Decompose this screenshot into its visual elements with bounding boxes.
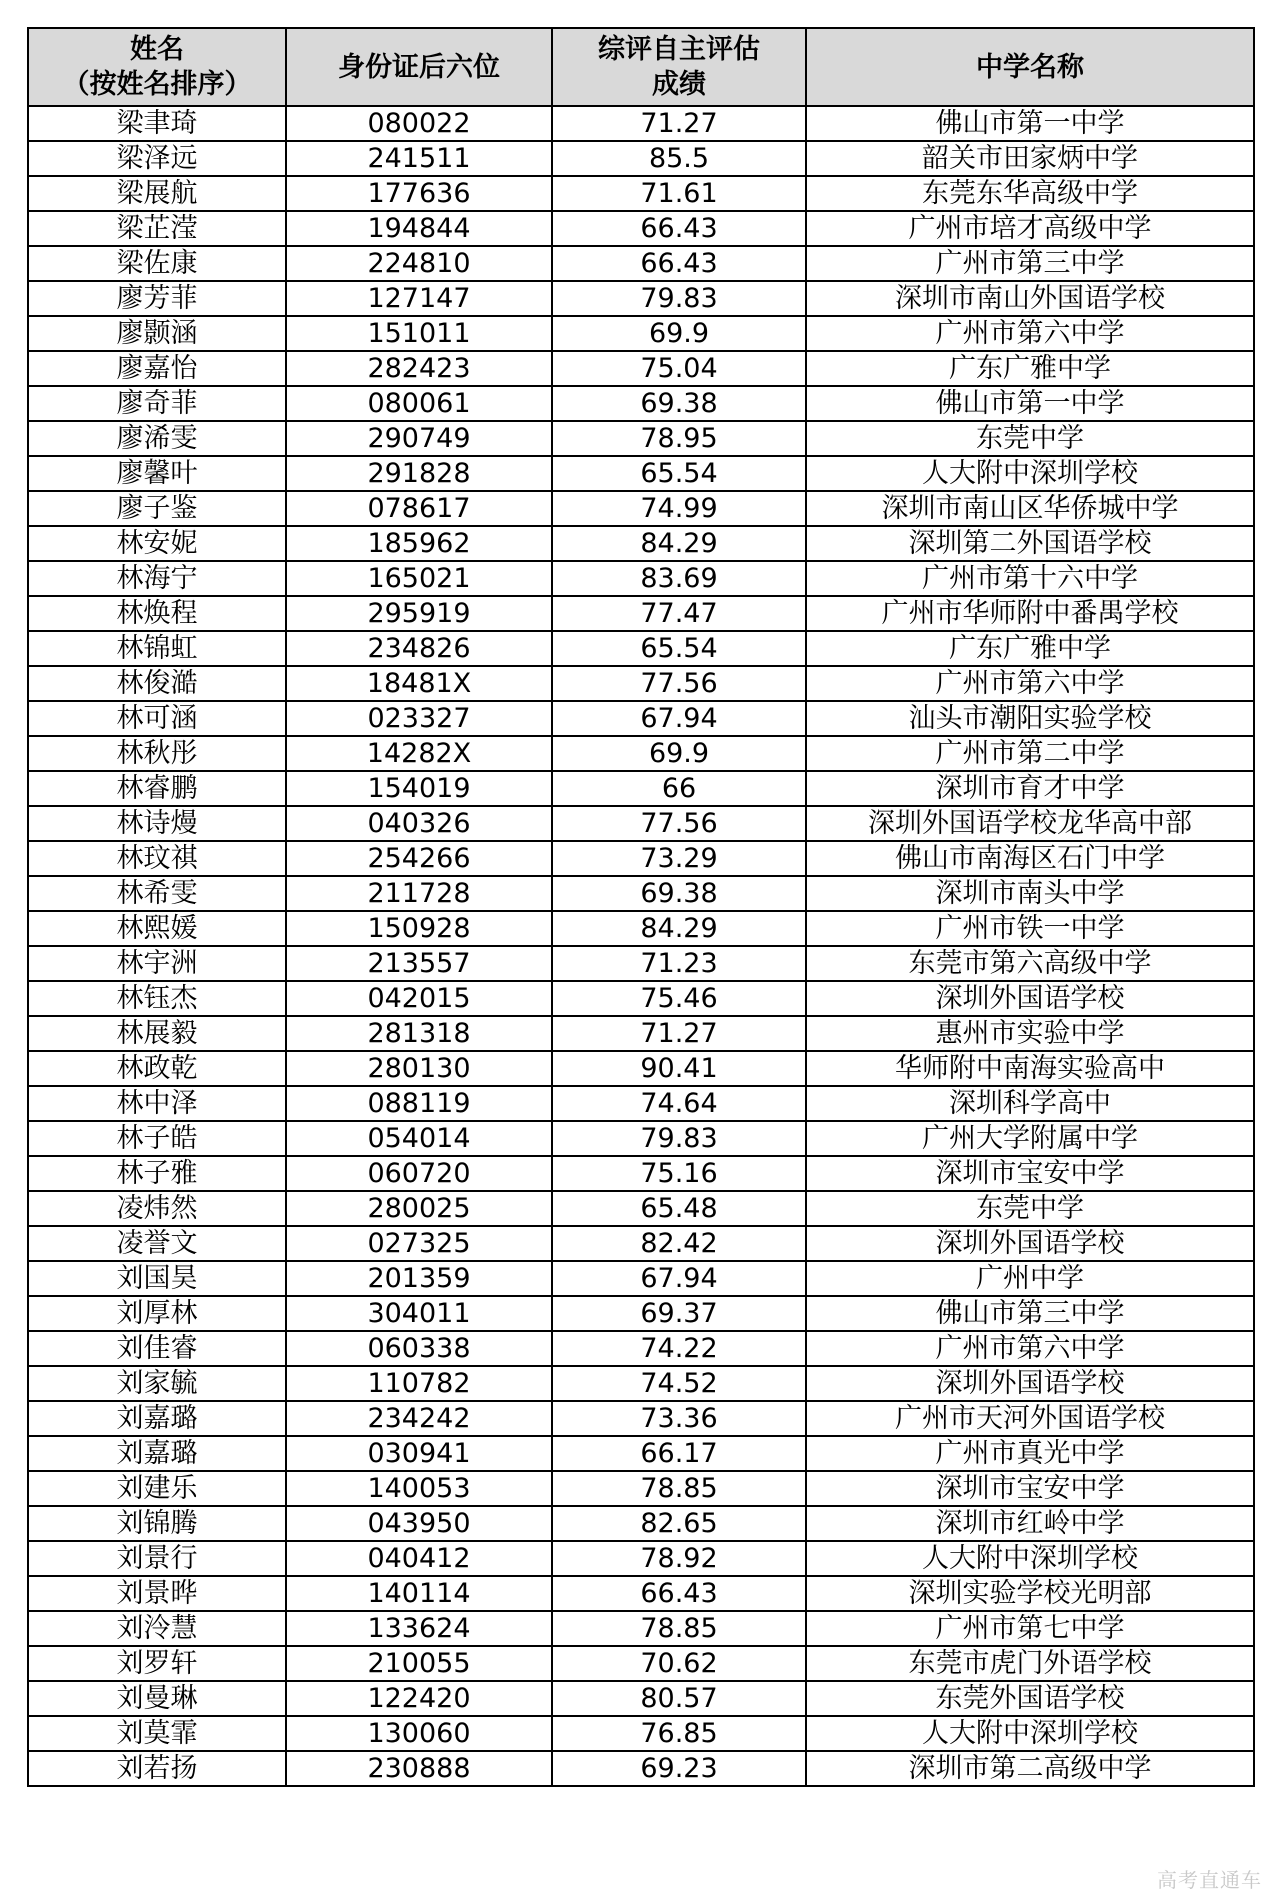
table-row — [28, 351, 1254, 386]
cell-score: 78.92 — [552, 1541, 806, 1576]
table-row — [28, 456, 1254, 491]
cell-name: 林可涵 — [28, 701, 286, 736]
cell-score: 77.56 — [552, 806, 806, 841]
cell-score: 75.46 — [552, 981, 806, 1016]
cell-name: 林政乾 — [28, 1051, 286, 1086]
cell-name: 凌誉文 — [28, 1226, 286, 1261]
cell-id-suffix: 042015 — [286, 981, 552, 1016]
cell-score: 66 — [552, 771, 806, 806]
cell-score: 71.23 — [552, 946, 806, 981]
cell-school: 佛山市南海区石门中学 — [806, 841, 1254, 876]
cell-name: 刘厚林 — [28, 1296, 286, 1331]
cell-score: 71.27 — [552, 1016, 806, 1051]
table-row — [28, 561, 1254, 596]
cell-score: 65.54 — [552, 631, 806, 666]
cell-id-suffix: 290749 — [286, 421, 552, 456]
table-row — [28, 106, 1254, 141]
cell-id-suffix: 14282X — [286, 736, 552, 771]
cell-school: 佛山市第三中学 — [806, 1296, 1254, 1331]
cell-name: 刘嘉璐 — [28, 1401, 286, 1436]
cell-school: 深圳市育才中学 — [806, 771, 1254, 806]
cell-score: 69.9 — [552, 316, 806, 351]
cell-school: 广州大学附属中学 — [806, 1121, 1254, 1156]
header-school-label: 中学名称 — [976, 51, 1084, 83]
table-header — [28, 28, 1254, 106]
cell-id-suffix: 177636 — [286, 176, 552, 211]
cell-school: 深圳外国语学校龙华高中部 — [806, 806, 1254, 841]
cell-name: 林海宁 — [28, 561, 286, 596]
cell-score: 70.62 — [552, 1646, 806, 1681]
cell-score: 67.94 — [552, 701, 806, 736]
cell-score: 73.29 — [552, 841, 806, 876]
table-row — [28, 1016, 1254, 1051]
cell-id-suffix: 040412 — [286, 1541, 552, 1576]
cell-school: 东莞外国语学校 — [806, 1681, 1254, 1716]
cell-id-suffix: 280130 — [286, 1051, 552, 1086]
cell-name: 刘佳睿 — [28, 1331, 286, 1366]
cell-school: 深圳市南山区华侨城中学 — [806, 491, 1254, 526]
cell-id-suffix: 201359 — [286, 1261, 552, 1296]
cell-school: 深圳外国语学校 — [806, 1226, 1254, 1261]
cell-name: 梁泽远 — [28, 141, 286, 176]
cell-school: 东莞市虎门外语学校 — [806, 1646, 1254, 1681]
cell-school: 广州市天河外国语学校 — [806, 1401, 1254, 1436]
cell-name: 刘国昊 — [28, 1261, 286, 1296]
cell-score: 74.52 — [552, 1366, 806, 1401]
cell-score: 75.04 — [552, 351, 806, 386]
cell-id-suffix: 110782 — [286, 1366, 552, 1401]
header-name — [28, 28, 286, 106]
table-row — [28, 1296, 1254, 1331]
cell-id-suffix: 254266 — [286, 841, 552, 876]
table-row — [28, 176, 1254, 211]
cell-name: 刘家毓 — [28, 1366, 286, 1401]
cell-id-suffix: 060338 — [286, 1331, 552, 1366]
cell-score: 85.5 — [552, 141, 806, 176]
cell-school: 广州市培才高级中学 — [806, 211, 1254, 246]
table-row — [28, 771, 1254, 806]
cell-school: 人大附中深圳学校 — [806, 1541, 1254, 1576]
table-row — [28, 316, 1254, 351]
cell-school: 广州市铁一中学 — [806, 911, 1254, 946]
cell-name: 刘建乐 — [28, 1471, 286, 1506]
header-score-line2: 成绩 — [652, 69, 706, 100]
cell-school: 深圳市红岭中学 — [806, 1506, 1254, 1541]
cell-school: 广州市第十六中学 — [806, 561, 1254, 596]
cell-name: 林焕程 — [28, 596, 286, 631]
cell-id-suffix: 043950 — [286, 1506, 552, 1541]
table-row — [28, 1261, 1254, 1296]
cell-name: 林子雅 — [28, 1156, 286, 1191]
cell-score: 71.27 — [552, 106, 806, 141]
cell-school: 东莞东华高级中学 — [806, 176, 1254, 211]
cell-id-suffix: 224810 — [286, 246, 552, 281]
cell-school: 深圳市宝安中学 — [806, 1471, 1254, 1506]
cell-score: 79.83 — [552, 281, 806, 316]
cell-id-suffix: 088119 — [286, 1086, 552, 1121]
table-row — [28, 211, 1254, 246]
cell-score: 78.85 — [552, 1611, 806, 1646]
header-name-line2: （按姓名排序） — [62, 69, 252, 100]
header-name-line1: 姓名 — [130, 34, 184, 65]
cell-id-suffix: 234826 — [286, 631, 552, 666]
cell-name: 梁展航 — [28, 176, 286, 211]
cell-score: 66.43 — [552, 1576, 806, 1611]
table-row — [28, 526, 1254, 561]
cell-id-suffix: 122420 — [286, 1681, 552, 1716]
table-row — [28, 1751, 1254, 1786]
cell-school: 深圳外国语学校 — [806, 981, 1254, 1016]
table-row — [28, 1121, 1254, 1156]
cell-name: 林中泽 — [28, 1086, 286, 1121]
table-row — [28, 806, 1254, 841]
cell-school: 深圳第二外国语学校 — [806, 526, 1254, 561]
cell-school: 东莞中学 — [806, 1191, 1254, 1226]
cell-id-suffix: 027325 — [286, 1226, 552, 1261]
cell-score: 69.37 — [552, 1296, 806, 1331]
table-row — [28, 281, 1254, 316]
cell-name: 林锦虹 — [28, 631, 286, 666]
cell-score: 69.38 — [552, 876, 806, 911]
table-row — [28, 1331, 1254, 1366]
cell-name: 刘景行 — [28, 1541, 286, 1576]
table-row — [28, 911, 1254, 946]
cell-name: 林睿鹏 — [28, 771, 286, 806]
table-row — [28, 1646, 1254, 1681]
table-row — [28, 1226, 1254, 1261]
cell-id-suffix: 127147 — [286, 281, 552, 316]
cell-id-suffix: 234242 — [286, 1401, 552, 1436]
cell-school: 深圳市宝安中学 — [806, 1156, 1254, 1191]
cell-name: 林秋彤 — [28, 736, 286, 771]
cell-id-suffix: 211728 — [286, 876, 552, 911]
cell-school: 深圳外国语学校 — [806, 1366, 1254, 1401]
cell-school: 广东广雅中学 — [806, 631, 1254, 666]
cell-id-suffix: 023327 — [286, 701, 552, 736]
cell-school: 广东广雅中学 — [806, 351, 1254, 386]
cell-score: 74.22 — [552, 1331, 806, 1366]
table-row — [28, 946, 1254, 981]
table-row — [28, 1576, 1254, 1611]
cell-id-suffix: 080022 — [286, 106, 552, 141]
cell-id-suffix: 304011 — [286, 1296, 552, 1331]
table-row — [28, 1366, 1254, 1401]
cell-school: 韶关市田家炳中学 — [806, 141, 1254, 176]
cell-score: 69.38 — [552, 386, 806, 421]
cell-name: 刘景晔 — [28, 1576, 286, 1611]
cell-score: 66.43 — [552, 246, 806, 281]
cell-score: 80.57 — [552, 1681, 806, 1716]
table-row — [28, 1506, 1254, 1541]
cell-score: 83.69 — [552, 561, 806, 596]
table-row — [28, 421, 1254, 456]
cell-name: 林熙媛 — [28, 911, 286, 946]
header-score-line1: 综评自主评估 — [598, 34, 760, 65]
cell-school: 惠州市实验中学 — [806, 1016, 1254, 1051]
cell-id-suffix: 060720 — [286, 1156, 552, 1191]
cell-school: 深圳市南头中学 — [806, 876, 1254, 911]
score-table-sheet — [27, 27, 1253, 1787]
cell-name: 廖子鉴 — [28, 491, 286, 526]
cell-id-suffix: 194844 — [286, 211, 552, 246]
cell-school: 深圳市南山外国语学校 — [806, 281, 1254, 316]
cell-name: 林展毅 — [28, 1016, 286, 1051]
table-row — [28, 1401, 1254, 1436]
table-row — [28, 736, 1254, 771]
cell-score: 79.83 — [552, 1121, 806, 1156]
cell-school: 人大附中深圳学校 — [806, 1716, 1254, 1751]
table-row — [28, 1471, 1254, 1506]
cell-name: 廖浠雯 — [28, 421, 286, 456]
cell-id-suffix: 185962 — [286, 526, 552, 561]
cell-school: 广州中学 — [806, 1261, 1254, 1296]
cell-id-suffix: 080061 — [286, 386, 552, 421]
table-row — [28, 1436, 1254, 1471]
cell-school: 广州市华师附中番禺学校 — [806, 596, 1254, 631]
cell-name: 廖芳菲 — [28, 281, 286, 316]
table-row — [28, 841, 1254, 876]
cell-name: 林诗熳 — [28, 806, 286, 841]
cell-school: 广州市第三中学 — [806, 246, 1254, 281]
cell-id-suffix: 241511 — [286, 141, 552, 176]
cell-id-suffix: 281318 — [286, 1016, 552, 1051]
cell-id-suffix: 154019 — [286, 771, 552, 806]
cell-score: 71.61 — [552, 176, 806, 211]
cell-score: 65.54 — [552, 456, 806, 491]
cell-id-suffix: 282423 — [286, 351, 552, 386]
table-row — [28, 666, 1254, 701]
cell-name: 廖颢涵 — [28, 316, 286, 351]
cell-score: 78.85 — [552, 1471, 806, 1506]
cell-name: 廖奇菲 — [28, 386, 286, 421]
cell-name: 廖嘉怡 — [28, 351, 286, 386]
cell-school: 广州市第六中学 — [806, 1331, 1254, 1366]
cell-score: 76.85 — [552, 1716, 806, 1751]
cell-score: 82.42 — [552, 1226, 806, 1261]
cell-name: 梁芷滢 — [28, 211, 286, 246]
cell-id-suffix: 291828 — [286, 456, 552, 491]
cell-score: 67.94 — [552, 1261, 806, 1296]
cell-school: 广州市真光中学 — [806, 1436, 1254, 1471]
cell-name: 廖馨叶 — [28, 456, 286, 491]
cell-school: 华师附中南海实验高中 — [806, 1051, 1254, 1086]
cell-school: 佛山市第一中学 — [806, 106, 1254, 141]
cell-school: 广州市第七中学 — [806, 1611, 1254, 1646]
cell-name: 梁佐康 — [28, 246, 286, 281]
cell-name: 刘罗轩 — [28, 1646, 286, 1681]
cell-score: 77.56 — [552, 666, 806, 701]
cell-name: 林宇洲 — [28, 946, 286, 981]
cell-name: 刘莫霏 — [28, 1716, 286, 1751]
cell-id-suffix: 140114 — [286, 1576, 552, 1611]
cell-name: 林安妮 — [28, 526, 286, 561]
cell-score: 84.29 — [552, 526, 806, 561]
table-row — [28, 1611, 1254, 1646]
cell-score: 78.95 — [552, 421, 806, 456]
cell-score: 69.9 — [552, 736, 806, 771]
cell-name: 林俊澔 — [28, 666, 286, 701]
cell-id-suffix: 078617 — [286, 491, 552, 526]
table-row — [28, 1051, 1254, 1086]
cell-id-suffix: 295919 — [286, 596, 552, 631]
header-score — [552, 28, 806, 106]
watermark-text: 高考直通车 — [1157, 1868, 1262, 1892]
cell-school: 佛山市第一中学 — [806, 386, 1254, 421]
cell-name: 刘若扬 — [28, 1751, 286, 1786]
cell-id-suffix: 030941 — [286, 1436, 552, 1471]
cell-id-suffix: 230888 — [286, 1751, 552, 1786]
cell-school: 深圳市第二高级中学 — [806, 1751, 1254, 1786]
table-row — [28, 1681, 1254, 1716]
table-row — [28, 1541, 1254, 1576]
cell-id-suffix: 18481X — [286, 666, 552, 701]
cell-id-suffix: 213557 — [286, 946, 552, 981]
cell-school: 深圳科学高中 — [806, 1086, 1254, 1121]
cell-id-suffix: 133624 — [286, 1611, 552, 1646]
cell-name: 凌炜然 — [28, 1191, 286, 1226]
table-row — [28, 246, 1254, 281]
cell-id-suffix: 054014 — [286, 1121, 552, 1156]
table-row — [28, 701, 1254, 736]
cell-id-suffix: 151011 — [286, 316, 552, 351]
cell-name: 林钰杰 — [28, 981, 286, 1016]
cell-id-suffix: 280025 — [286, 1191, 552, 1226]
cell-score: 66.43 — [552, 211, 806, 246]
cell-id-suffix: 210055 — [286, 1646, 552, 1681]
table-row — [28, 1716, 1254, 1751]
cell-name: 刘泠慧 — [28, 1611, 286, 1646]
table-row — [28, 386, 1254, 421]
cell-name: 刘锦腾 — [28, 1506, 286, 1541]
cell-id-suffix: 130060 — [286, 1716, 552, 1751]
cell-school: 东莞中学 — [806, 421, 1254, 456]
cell-score: 66.17 — [552, 1436, 806, 1471]
cell-score: 73.36 — [552, 1401, 806, 1436]
cell-school: 汕头市潮阳实验学校 — [806, 701, 1254, 736]
table-row — [28, 1191, 1254, 1226]
cell-name: 林子皓 — [28, 1121, 286, 1156]
cell-name: 梁聿琦 — [28, 106, 286, 141]
cell-score: 74.64 — [552, 1086, 806, 1121]
header-id — [286, 28, 552, 106]
cell-school: 人大附中深圳学校 — [806, 456, 1254, 491]
cell-name: 刘嘉璐 — [28, 1436, 286, 1471]
table-row — [28, 491, 1254, 526]
cell-score: 65.48 — [552, 1191, 806, 1226]
cell-school: 深圳实验学校光明部 — [806, 1576, 1254, 1611]
cell-score: 69.23 — [552, 1751, 806, 1786]
cell-id-suffix: 150928 — [286, 911, 552, 946]
table-row — [28, 981, 1254, 1016]
table-row — [28, 1086, 1254, 1121]
header-id-label: 身份证后六位 — [338, 51, 500, 83]
cell-score: 75.16 — [552, 1156, 806, 1191]
cell-score: 84.29 — [552, 911, 806, 946]
cell-id-suffix: 140053 — [286, 1471, 552, 1506]
cell-score: 82.65 — [552, 1506, 806, 1541]
cell-school: 广州市第六中学 — [806, 316, 1254, 351]
table-row — [28, 596, 1254, 631]
cell-score: 77.47 — [552, 596, 806, 631]
table-row — [28, 876, 1254, 911]
cell-id-suffix: 040326 — [286, 806, 552, 841]
cell-name: 林玟祺 — [28, 841, 286, 876]
cell-school: 广州市第二中学 — [806, 736, 1254, 771]
header-row — [28, 28, 1254, 106]
cell-name: 林希雯 — [28, 876, 286, 911]
cell-id-suffix: 165021 — [286, 561, 552, 596]
cell-school: 广州市第六中学 — [806, 666, 1254, 701]
cell-score: 90.41 — [552, 1051, 806, 1086]
score-table — [27, 27, 1255, 1787]
cell-name: 刘曼琳 — [28, 1681, 286, 1716]
table-row — [28, 1156, 1254, 1191]
table-row — [28, 141, 1254, 176]
table-body — [28, 106, 1254, 1786]
cell-school: 东莞市第六高级中学 — [806, 946, 1254, 981]
header-school — [806, 28, 1254, 106]
cell-score: 74.99 — [552, 491, 806, 526]
table-row — [28, 631, 1254, 666]
